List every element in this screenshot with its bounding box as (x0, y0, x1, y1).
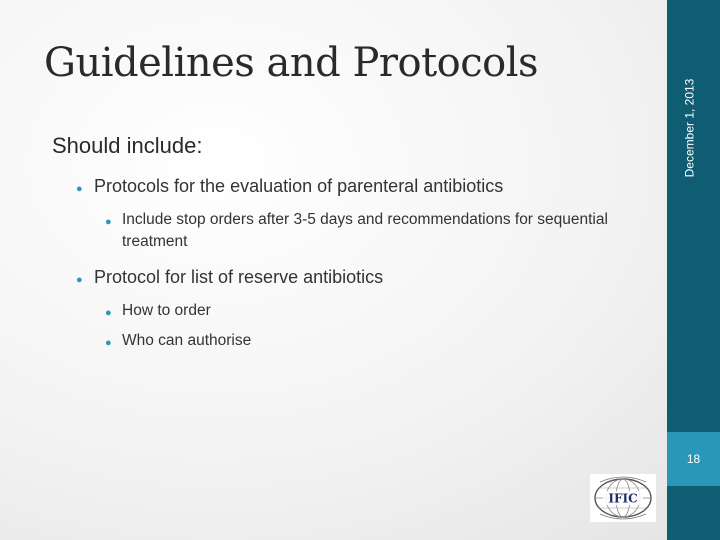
page-number-box (667, 432, 720, 486)
slide-title: Guidelines and Protocols (44, 40, 539, 86)
bullet-item (52, 175, 652, 198)
bullet-item (52, 266, 652, 289)
ific-logo (590, 474, 656, 522)
bullet-dot-icon: ● (76, 274, 83, 286)
page-number: 18 (686, 452, 701, 466)
sub-bullet-item (52, 300, 652, 322)
sub-bullet-item (52, 330, 652, 352)
date-text: December 1, 2013 (682, 78, 697, 178)
content-heading: Should include: (52, 133, 203, 158)
bullet-dot-icon: ● (105, 337, 112, 349)
sub-bullet-text: Who can authorise (122, 332, 252, 349)
slide-content (52, 133, 652, 360)
slide-date (678, 18, 700, 238)
bullet-dot-icon: ● (105, 307, 112, 319)
bullet-dot-icon: ● (105, 216, 112, 228)
sub-bullet-text: How to order (122, 302, 211, 319)
sub-bullet-text: Include stop orders after 3-5 days and recommendations for sequential treatment (122, 211, 608, 250)
bullet-text: Protocols for the evaluation of parenteral antibiotics (94, 176, 504, 196)
sub-bullet-item (52, 209, 652, 253)
bullet-dot-icon: ● (76, 183, 83, 195)
logo-text: IFIC (608, 491, 638, 506)
bullet-text: Protocol for list of reserve antibiotics (94, 267, 384, 287)
